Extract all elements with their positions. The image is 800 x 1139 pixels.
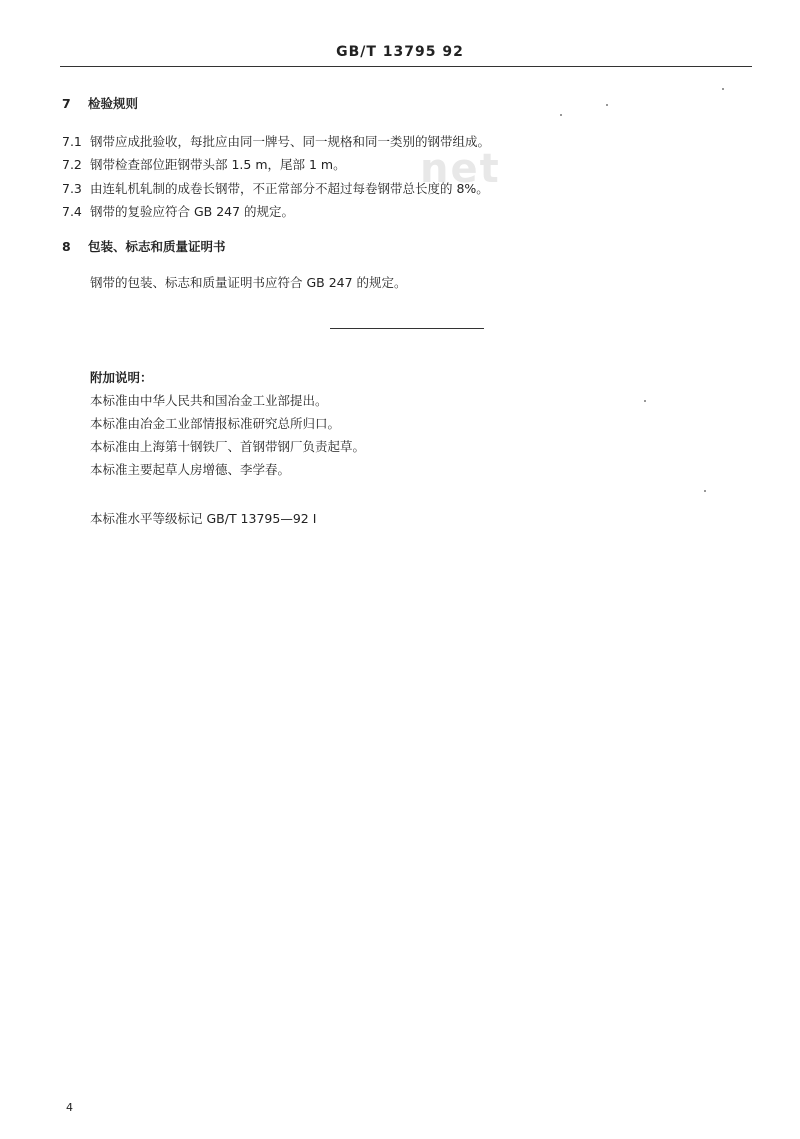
clause-number: 7.4 — [62, 204, 82, 219]
section-title: 检验规则 — [88, 96, 139, 111]
scan-speck — [560, 114, 562, 116]
section-title: 包装、标志和质量证明书 — [88, 239, 226, 254]
section-7-heading — [62, 96, 138, 112]
scan-speck — [606, 104, 608, 106]
grade-mark: 本标准水平等级标记 GB/T 13795—92 I — [90, 511, 317, 526]
header-rule — [60, 66, 752, 67]
clause-number: 7.1 — [62, 134, 82, 149]
header-standard-number: GB/T 13795 92 — [336, 44, 464, 60]
notes-line: 本标准主要起草人房增德、李学春。 — [90, 462, 291, 477]
clause-7-4 — [62, 204, 294, 220]
page-number: 4 — [66, 1101, 73, 1114]
clause-number: 7.3 — [62, 181, 82, 196]
watermark: net — [420, 146, 501, 192]
clause-7-1 — [62, 134, 490, 150]
scan-speck — [704, 490, 706, 492]
scan-speck — [644, 400, 646, 402]
scan-speck — [722, 88, 724, 90]
section-number: 7 — [62, 96, 71, 111]
clause-text: 由连轧机轧制的成卷长钢带，不正常部分不超过每卷钢带总长度的 8%。 — [90, 181, 489, 196]
clause-number: 7.2 — [62, 157, 82, 172]
clause-7-2 — [62, 157, 346, 173]
end-of-text-rule — [330, 328, 484, 329]
section-8-heading — [62, 239, 226, 255]
clause-7-3 — [62, 181, 489, 197]
clause-text: 钢带应成批验收，每批应由同一牌号、同一规格和同一类别的钢带组成。 — [90, 134, 491, 149]
notes-line: 本标准由上海第十钢铁厂、首钢带钢厂负责起草。 — [90, 439, 366, 454]
clause-text: 钢带的复验应符合 GB 247 的规定。 — [90, 204, 295, 219]
notes-heading: 附加说明： — [90, 370, 153, 385]
clause-text: 钢带检查部位距钢带头部 1.5 m，尾部 1 m。 — [90, 157, 346, 172]
section-number: 8 — [62, 239, 71, 254]
section-8-body: 钢带的包装、标志和质量证明书应符合 GB 247 的规定。 — [90, 275, 407, 290]
notes-line: 本标准由冶金工业部情报标准研究总所归口。 — [90, 416, 341, 431]
notes-line: 本标准由中华人民共和国冶金工业部提出。 — [90, 393, 328, 408]
